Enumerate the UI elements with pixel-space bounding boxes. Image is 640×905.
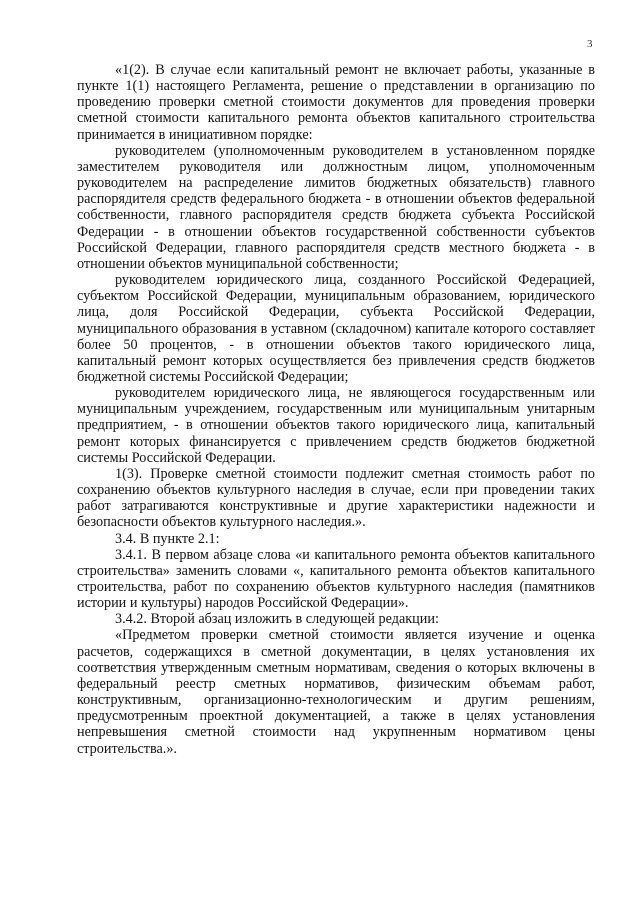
document-body (77, 36, 595, 757)
paragraph-1-2-initiative-order: «1(2). В случае если капитальный ремонт не включает работы, указанные в пункте 1(1) настоящего Регламента, решение о представлении в организацию по проведению проверки сметной стоимости документов для проведения проверки сметной стоимости капитального ремонта объектов капитального строительства принимается в инициативном порядке: (77, 62, 595, 143)
paragraph-budget-manager: руководителем (уполномоченным руководителем в установленном порядке заместителем руководителя или должностным лицом, уполномоченным руководителем на распределение лимитов бюджетных обязательств) главного распорядителя средств федерального бюджета - в отношении объектов федеральной собственности, главного распорядителя средств бюджета субъекта Российской Федерации - в отношении объектов государственной собственности субъектов Российской Федерации, главного распорядителя средств местного бюджета - в отношении объектов муниципальной собственности; (77, 142, 595, 272)
paragraph-legal-entity-non-state: руководителем юридического лица, не являющегося государственным или муниципальным учреждением, государственным или муниципальным унитарным предприятием, - в отношении объектов такого юридического лица, капитальный ремонт которых финансируется с привлечением средств бюджетов бюджетной системы Российской Федерации. (77, 385, 595, 466)
page-number: 3 (587, 38, 593, 50)
paragraph-1-3-cultural-heritage: 1(3). Проверке сметной стоимости подлежит сметная стоимость работ по сохранению объектов культурного наследия в случае, если при проведении таких работ затрагиваются конструктивные и другие характеристики надежности и безопасности объектов культурного наследия.». (77, 465, 595, 531)
paragraph-3-4-1: 3.4.1. В первом абзаце слова «и капитального ремонта объектов капитального строительства» заменить словами «, капитального ремонта объектов капитального строительства, работ по сохранению объектов культурного наследия (памятников истории и культуры) народов Российской Федерации». (77, 546, 595, 612)
paragraph-legal-entity-state-share: руководителем юридического лица, созданного Российской Федерацией, субъектом Российской Федерации, муниципальным образованием, юридического лица, доля Российской Федерации, субъекта Российской Федерации, муниципального образования в уставном (складочном) капитале которого составляет более 50 процентов, - в отношении объектов такого юридического лица, капитальный ремонт которых осуществляется без привлечения средств бюджетов бюджетной системы Российской Федерации; (77, 272, 595, 385)
paragraph-3-4-2: 3.4.2. Второй абзац изложить в следующей редакции: (115, 611, 439, 628)
paragraph-3-4: 3.4. В пункте 2.1: (115, 530, 220, 547)
paragraph-subject-of-check: «Предметом проверки сметной стоимости является изучение и оценка расчетов, содержащихся в сметной документации, в целях установления их соответствия утвержденным сметным нормативам, сведения о которых включены в федеральный реестр сметных нормативов, физическим объемам работ, конструктивным, организационно-технологическим и другим решениям, предусмотренным проектной документацией, а также в целях установления непревышения сметной стоимости над укрупненным нормативом цены строительства.». (77, 627, 595, 757)
